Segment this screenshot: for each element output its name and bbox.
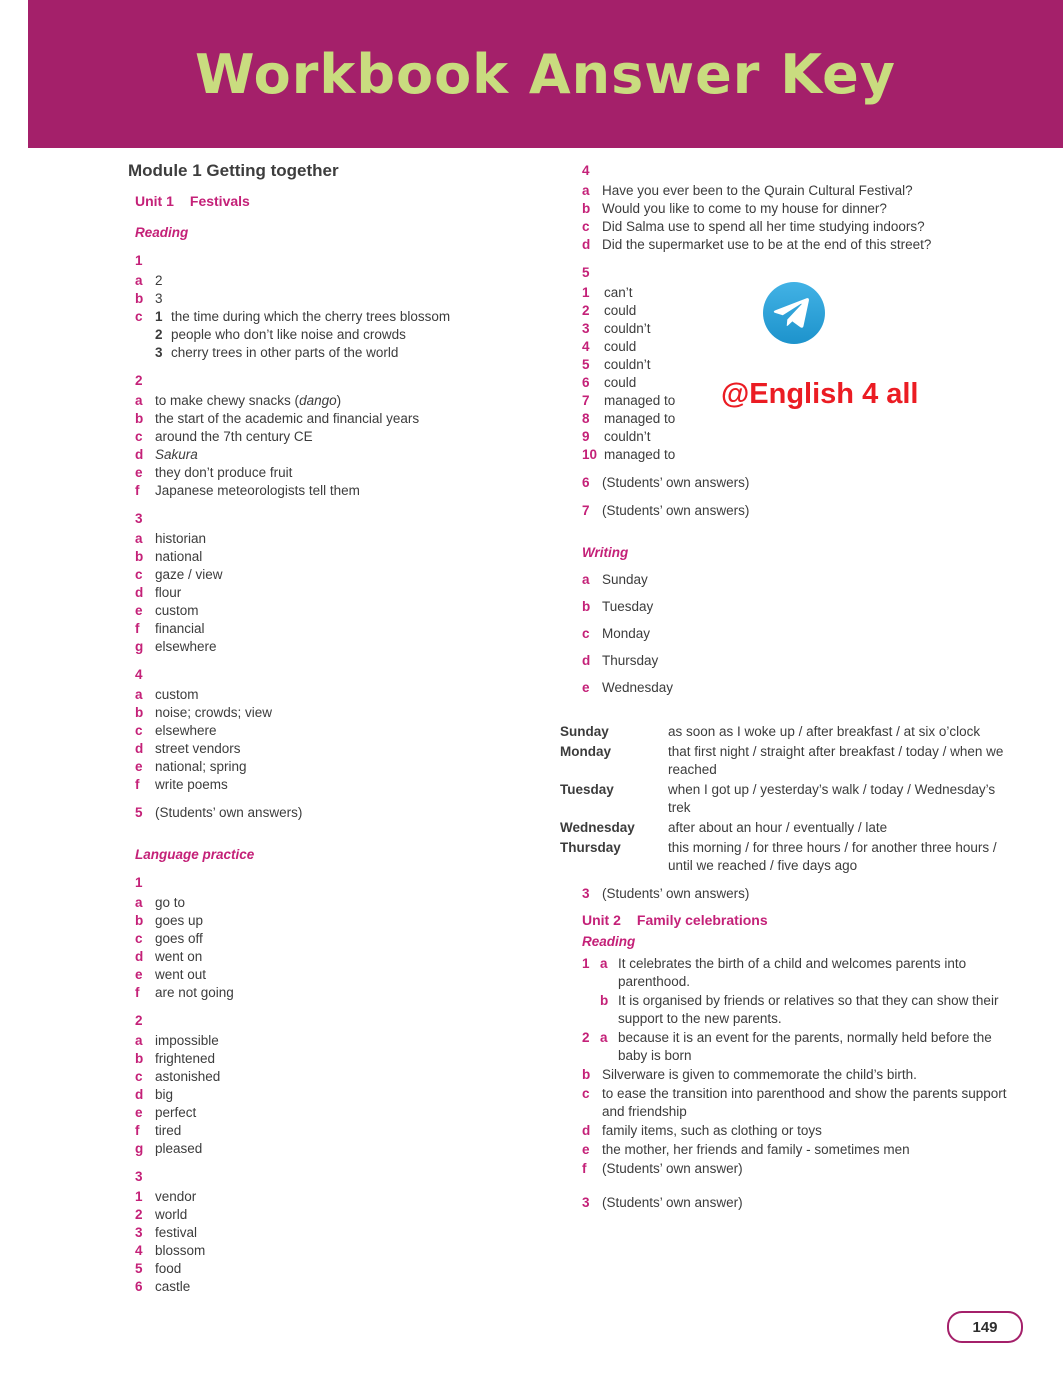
answer-label: e (135, 465, 143, 480)
answer-row (135, 1140, 542, 1158)
answer-text: couldn’t (604, 357, 651, 372)
sub-answer-text: the time during which the cherry trees blossom (171, 309, 451, 324)
answer-text: (Students’ own answers) (602, 886, 750, 901)
answer-text: managed to (604, 393, 676, 408)
answer-text: went out (155, 967, 207, 982)
answer-text: are not going (155, 985, 234, 1000)
answer-label: 2 (582, 303, 590, 318)
answer-text: (Students’ own answers) (155, 805, 303, 820)
answer-text: food (155, 1261, 182, 1276)
answer-row (135, 1050, 542, 1068)
unit-1-title: Festivals (189, 193, 250, 209)
schedule-day: Tuesday (560, 782, 614, 797)
schedule-day: Monday (560, 744, 612, 759)
answer-label: c (135, 567, 143, 582)
answer-label: c (582, 626, 590, 641)
answer-label: d (582, 1123, 591, 1138)
answer-text: Did Salma use to spend all her time studying indoors? (602, 219, 925, 234)
answer-label: b (135, 913, 144, 928)
answer-row (582, 652, 1020, 670)
answer-row (135, 566, 542, 584)
answer-text: Sakura (155, 447, 198, 462)
sub-answer-label: 1 (155, 309, 163, 324)
answer-text: (Students’ own answers) (602, 475, 750, 490)
answer-row (135, 464, 542, 482)
answer-text: impossible (155, 1033, 219, 1048)
answer-label: d (135, 585, 144, 600)
reading-section-heading: Reading (582, 934, 636, 949)
answer-row (135, 272, 542, 290)
schedule-day: Thursday (560, 840, 621, 855)
right-column-body-bottom (560, 885, 1020, 1212)
answer-row (135, 740, 542, 758)
answer-row (135, 1068, 542, 1086)
sub-answer-row (155, 344, 542, 362)
watermark-handle: @English 4 all (721, 378, 919, 410)
answer-row (135, 548, 542, 566)
answer-row (135, 966, 542, 984)
answer-label: 3 (582, 886, 590, 901)
schedule-day: Sunday (560, 724, 609, 739)
answer-row (582, 1085, 1020, 1121)
answer-text: go to (155, 895, 186, 910)
answer-label: e (135, 759, 143, 774)
answer-text: It celebrates the birth of a child and welcomes parents into parenthood. (618, 956, 967, 989)
answer-text: goes off (155, 931, 203, 946)
answer-text: (Students’ own answers) (602, 503, 750, 518)
answer-text: could (604, 303, 637, 318)
answer-text: 3 (155, 291, 163, 306)
answer-text: financial (155, 621, 205, 636)
answer-row (135, 290, 542, 308)
answer-text: the mother, her friends and family - sometimes men (602, 1142, 910, 1157)
answer-row (135, 1188, 542, 1206)
answer-label: c (582, 219, 590, 234)
answer-row (135, 1260, 542, 1278)
answer-row (135, 894, 542, 912)
answer-text: vendor (155, 1189, 197, 1204)
answer-text: family items, such as clothing or toys (602, 1123, 822, 1138)
answer-text: could (604, 339, 637, 354)
answer-row (135, 1104, 542, 1122)
answer-label: 4 (582, 339, 590, 354)
exercise-number: 1 (135, 875, 143, 890)
answer-label: e (135, 967, 143, 982)
answer-label: a (135, 895, 143, 910)
answer-row (582, 955, 1020, 991)
answer-label: 6 (135, 1279, 143, 1294)
answer-row (582, 218, 1020, 236)
answer-label: 5 (135, 1261, 143, 1276)
answer-text: historian (155, 531, 207, 546)
answer-text: perfect (155, 1105, 197, 1120)
answer-row (135, 776, 542, 794)
answer-row (582, 1194, 1020, 1212)
answer-text: Would you like to come to my house for dinner? (602, 201, 887, 216)
answer-text: (Students’ own answer) (602, 1161, 743, 1176)
answer-text: castle (155, 1279, 191, 1294)
sub-answers (155, 308, 542, 362)
answer-label: b (582, 599, 591, 614)
answer-text: couldn’t (604, 429, 651, 444)
answer-row (135, 530, 542, 548)
answer-label: a (582, 183, 590, 198)
answer-row (135, 804, 542, 822)
answer-text: Have you ever been to the Qurain Cultural Festival? (602, 183, 913, 198)
language-practice-heading: Language practice (135, 847, 255, 862)
answer-label: 1 (135, 1189, 143, 1204)
schedule-text: that first night / straight after breakfast / today / when we reached (668, 744, 1004, 777)
answer-row (582, 1122, 1020, 1140)
answer-label: b (135, 549, 144, 564)
answer-label: 8 (582, 411, 590, 426)
answer-row (135, 1122, 542, 1140)
answer-text: the start of the academic and financial years (155, 411, 420, 426)
sub-answer-label: 2 (155, 327, 163, 342)
answer-label: c (135, 309, 143, 324)
answer-text: goes up (155, 913, 204, 928)
unit-2-heading (582, 911, 1020, 929)
answer-label: f (135, 777, 140, 792)
schedule-text: as soon as I woke up / after breakfast / at six o’clock (668, 724, 981, 739)
answer-row (582, 571, 1020, 589)
answer-row (135, 428, 542, 446)
answer-label: b (135, 705, 144, 720)
answer-row (582, 625, 1020, 643)
answer-text: can’t (604, 285, 633, 300)
answer-label: c (135, 429, 143, 444)
schedule-text: when I got up / yesterday’s walk / today / Wednesday’s trek (668, 782, 996, 815)
page-number-badge (947, 1311, 1023, 1343)
answer-label: d (135, 741, 144, 756)
answer-label: d (582, 237, 591, 252)
answer-label: 7 (582, 393, 590, 408)
schedule-text: after about an hour / eventually / late (668, 820, 888, 835)
answer-label: e (582, 1142, 590, 1157)
answer-label: f (135, 985, 140, 1000)
answer-text: (Students’ own answer) (602, 1195, 743, 1210)
reading-section-heading: Reading (135, 225, 189, 240)
schedule-row (560, 819, 1020, 837)
answer-label: b (135, 411, 144, 426)
right-column-body-top (560, 162, 1020, 697)
answer-label: c (135, 1069, 143, 1084)
answer-text: national; spring (155, 759, 247, 774)
schedule-day: Wednesday (560, 820, 635, 835)
answer-text: national (155, 549, 203, 564)
answer-row (582, 236, 1020, 254)
answer-row (582, 446, 1020, 464)
answer-label: 3 (582, 1195, 590, 1210)
answer-text: blossom (155, 1243, 206, 1258)
sub-answer-row (155, 326, 542, 344)
answer-label: a (600, 1030, 608, 1045)
answer-label: c (135, 931, 143, 946)
answer-row (135, 392, 542, 410)
sub-answer-text: people who don’t like noise and crowds (171, 327, 406, 342)
exercise-number: 2 (135, 373, 143, 388)
answer-row (582, 1029, 1020, 1065)
answer-text: Thursday (602, 653, 659, 668)
exercise-number: 4 (582, 163, 590, 178)
answer-row (135, 1032, 542, 1050)
answer-row (582, 182, 1020, 200)
answer-text: world (155, 1207, 188, 1222)
answer-row (582, 1066, 1020, 1084)
telegram-icon (763, 282, 825, 344)
answer-row (135, 948, 542, 966)
answer-text: Wednesday (602, 680, 674, 695)
schedule-row (560, 781, 1020, 817)
answer-row (582, 502, 1020, 520)
answer-label: 9 (582, 429, 590, 444)
answer-text: astonished (155, 1069, 221, 1084)
answer-text: flour (155, 585, 182, 600)
answer-row (135, 638, 542, 656)
answer-label: 3 (135, 1225, 143, 1240)
exercise-number: 1 (135, 253, 143, 268)
answer-label: f (135, 483, 140, 498)
answer-row (582, 1160, 1020, 1178)
answer-label: b (135, 1051, 144, 1066)
answer-text: elsewhere (155, 723, 217, 738)
exercise-number: 2 (135, 1013, 143, 1028)
answer-label: 7 (582, 503, 590, 518)
answer-row (582, 679, 1020, 697)
answer-text: 2 (155, 273, 163, 288)
exercise-number: 4 (135, 667, 143, 682)
answer-row (135, 584, 542, 602)
answer-label: e (135, 603, 143, 618)
answer-label: a (135, 531, 143, 546)
answer-row (135, 704, 542, 722)
sub-answer-label: 3 (155, 345, 163, 360)
answer-text: could (604, 375, 637, 390)
answer-text (155, 392, 542, 410)
answer-label: a (600, 956, 608, 971)
answer-label: g (135, 639, 144, 654)
answer-text-italic: dango (299, 393, 337, 408)
answer-row (135, 1086, 542, 1104)
answer-text-part: ) (336, 393, 342, 408)
answer-label: a (135, 1033, 143, 1048)
answer-row (135, 410, 542, 428)
answer-label: d (135, 949, 144, 964)
schedule-row (560, 743, 1020, 779)
exercise-number: 3 (135, 511, 143, 526)
answer-row (135, 984, 542, 1002)
answer-label: c (135, 723, 143, 738)
answer-row (135, 758, 542, 776)
answer-text: frightened (155, 1051, 216, 1066)
answer-label: a (582, 572, 590, 587)
answer-row (135, 1278, 542, 1296)
answer-text: tired (155, 1123, 182, 1138)
left-column (128, 162, 542, 1296)
answer-row (135, 308, 542, 362)
sub-answer-row (155, 308, 542, 326)
unit-2-label: Unit 2 (582, 912, 621, 928)
answer-text: elsewhere (155, 639, 217, 654)
answer-label: a (135, 687, 143, 702)
answer-text: noise; crowds; view (155, 705, 273, 720)
answer-row (135, 722, 542, 740)
answer-text: gaze / view (155, 567, 223, 582)
answer-text: custom (155, 687, 199, 702)
answer-text: managed to (604, 447, 676, 462)
answer-row (582, 200, 1020, 218)
schedule-row (560, 723, 1020, 741)
unit-2-title: Family celebrations (636, 912, 768, 928)
answer-label: c (582, 1086, 590, 1101)
unit-1-heading (135, 192, 542, 210)
answer-label: d (135, 447, 144, 462)
exercise-number: 5 (582, 265, 590, 280)
answer-text: managed to (604, 411, 676, 426)
answer-label: f (135, 1123, 140, 1138)
answer-label: a (135, 273, 143, 288)
answer-text: big (155, 1087, 174, 1102)
answer-label: e (582, 680, 590, 695)
answer-row (135, 912, 542, 930)
answer-text: Sunday (602, 572, 648, 587)
answer-text: because it is an event for the parents, normally held before the baby is born (618, 1030, 992, 1063)
answer-label: g (135, 1141, 144, 1156)
answer-text: went on (155, 949, 203, 964)
answer-row (135, 930, 542, 948)
writing-schedule-table (560, 723, 1020, 875)
answer-label: b (582, 1067, 591, 1082)
sub-answer-text: cherry trees in other parts of the world (171, 345, 399, 360)
answer-label: d (582, 653, 591, 668)
answer-row (135, 620, 542, 638)
answer-text: they don’t produce fruit (155, 465, 293, 480)
answer-row (582, 356, 1020, 374)
answer-row (135, 1206, 542, 1224)
answer-label: b (600, 993, 609, 1008)
answer-text: Did the supermarket use to be at the end of this street? (602, 237, 932, 252)
answer-label: f (135, 621, 140, 636)
answer-text: Tuesday (602, 599, 654, 614)
answer-text: Japanese meteorologists tell them (155, 483, 360, 498)
answer-number-label: 1 (582, 956, 590, 971)
answer-row (135, 602, 542, 620)
answer-row (135, 1224, 542, 1242)
answer-label: e (135, 1105, 143, 1120)
answer-row (582, 1141, 1020, 1159)
answer-text: pleased (155, 1141, 203, 1156)
answer-row (582, 885, 1020, 903)
page-number: 149 (972, 1318, 998, 1336)
answer-label: 5 (582, 357, 590, 372)
page-title: Workbook Answer Key (195, 42, 896, 106)
writing-section-heading: Writing (582, 545, 629, 560)
answer-label: 2 (135, 1207, 143, 1222)
answer-label: 6 (582, 475, 590, 490)
answer-row (135, 686, 542, 704)
schedule-text: this morning / for three hours / for another three hours / until we reached / five days ago (668, 840, 997, 873)
answer-text: couldn’t (604, 321, 651, 336)
answer-text: street vendors (155, 741, 241, 756)
answer-label: 10 (582, 447, 598, 462)
header-banner (28, 0, 1063, 148)
answer-row (135, 1242, 542, 1260)
answer-text: Silverware is given to commemorate the child’s birth. (602, 1067, 917, 1082)
unit-1-label: Unit 1 (135, 193, 174, 209)
answer-text-part: to make chewy snacks ( (155, 393, 300, 408)
answer-label: 6 (582, 375, 590, 390)
answer-row (582, 410, 1020, 428)
answer-label: a (135, 393, 143, 408)
answer-label: 5 (135, 805, 143, 820)
left-column-body (128, 192, 542, 1296)
answer-row (582, 474, 1020, 492)
module-heading: Module 1 Getting together (128, 161, 339, 180)
answer-row (582, 428, 1020, 446)
answer-text: festival (155, 1225, 198, 1240)
exercise-number: 3 (135, 1169, 143, 1184)
answer-label: b (582, 201, 591, 216)
answer-text: to ease the transition into parenthood and show the parents support and friendship (602, 1086, 1007, 1119)
answer-label: 4 (135, 1243, 143, 1258)
answer-label: f (582, 1161, 587, 1176)
answer-label: d (135, 1087, 144, 1102)
answer-text: Monday (602, 626, 651, 641)
answer-label: b (135, 291, 144, 306)
answer-text: custom (155, 603, 199, 618)
answer-row (135, 482, 542, 500)
answer-row (135, 446, 542, 464)
answer-row (582, 992, 1020, 1028)
answer-text: write poems (155, 777, 228, 792)
answer-text: around the 7th century CE (155, 429, 313, 444)
answer-row (582, 598, 1020, 616)
schedule-row (560, 839, 1020, 875)
answer-number-label: 2 (582, 1030, 590, 1045)
answer-text: It is organised by friends or relatives so that they can show their support to the new parents. (618, 993, 999, 1026)
answer-label: 1 (582, 285, 590, 300)
answer-label: 3 (582, 321, 590, 336)
